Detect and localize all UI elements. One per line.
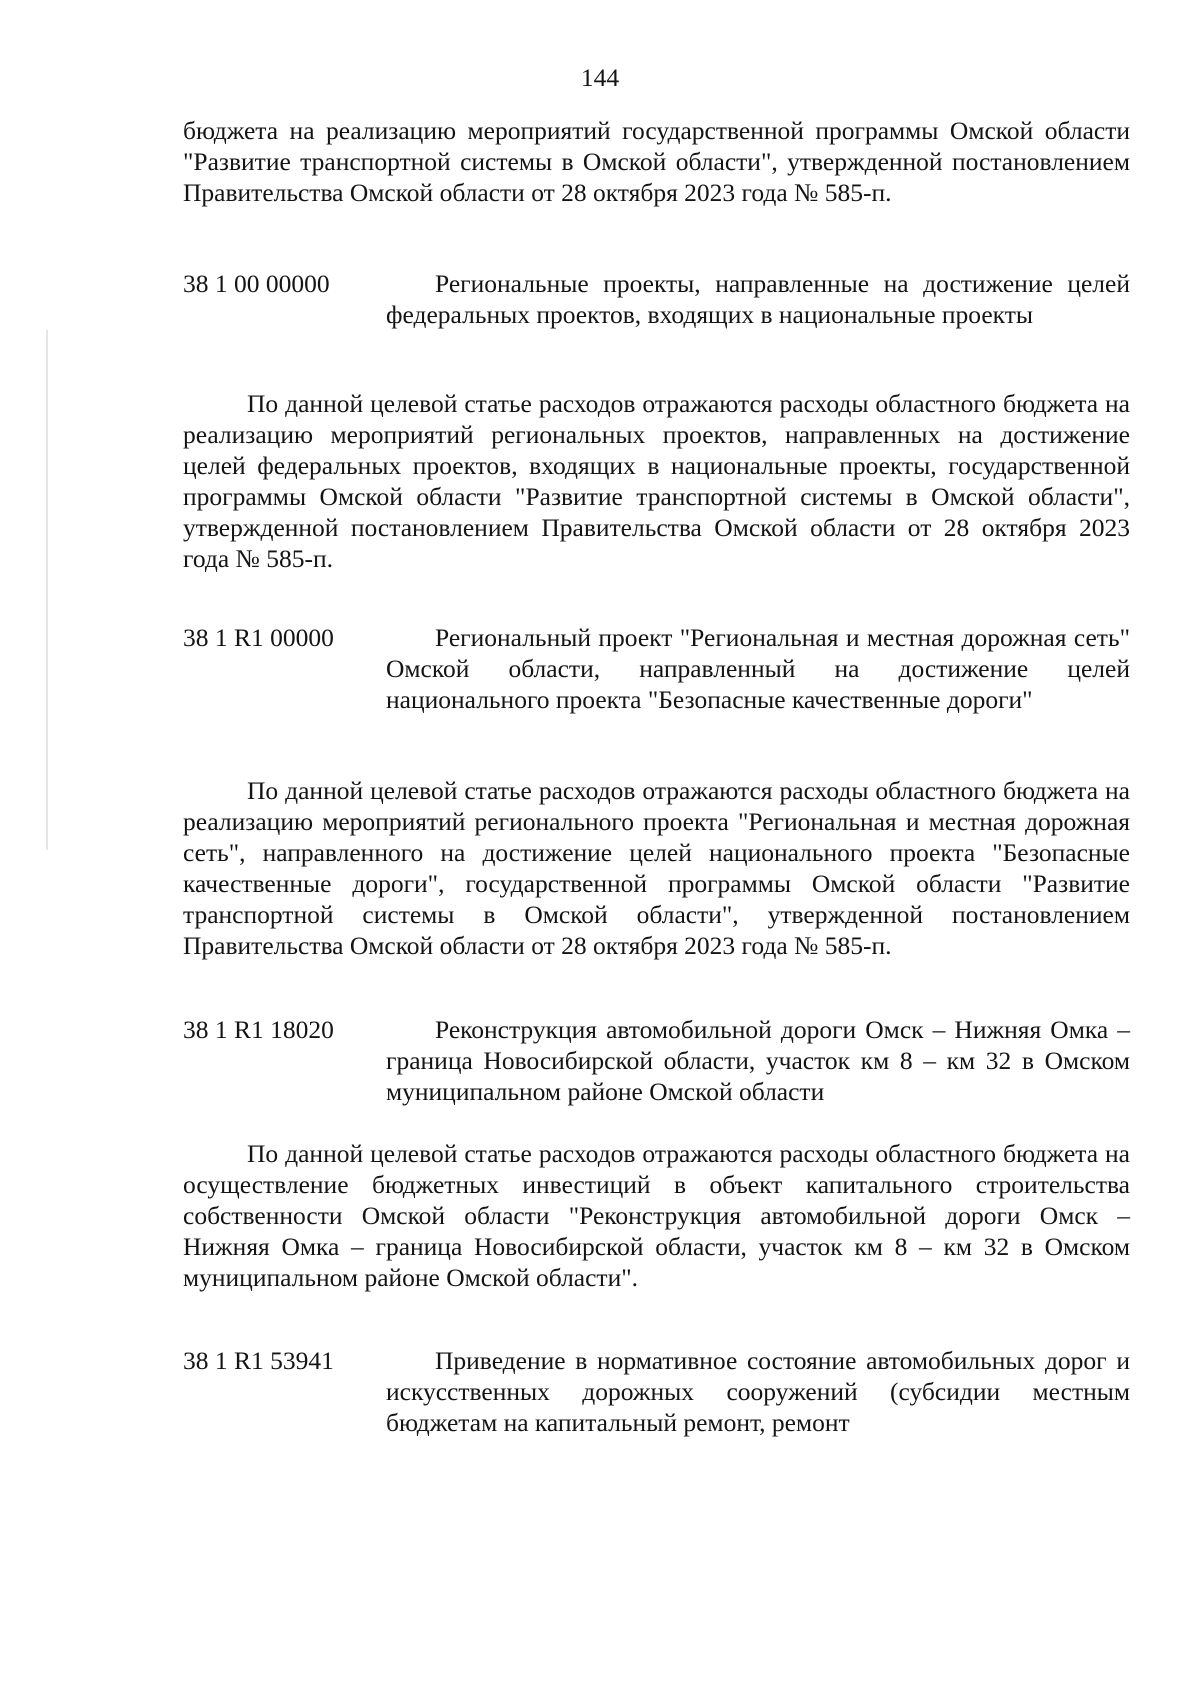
article-code: 38 1 00 00000 [183,269,330,298]
budget-article-entry [183,268,1130,330]
article-title: Региональные проекты, направленные на достижение целей федеральных проектов, входящих в национальные проекты [386,269,1130,329]
budget-article-entry [183,1345,1130,1438]
budget-article-entry [183,1014,1130,1107]
article-code: 38 1 R1 18020 [183,1015,334,1044]
article-description: По данной целевой статье расходов отражаются расходы областного бюджета на реализацию мероприятий регионального проекта "Региональная и местная дорожная сеть", направленного на достижение целей национального проекта "Безопасные качественные дороги", государственной программы Омской области "Развитие транспортной системы в Омской области", утвержденной постановлением Правительства Омской области от 28 октября 2023 года № 585-п. [183,776,1130,960]
intro-paragraph: бюджета на реализацию мероприятий государственной программы Омской области "Развитие транспортной системы в Омской области", утвержденной постановлением Правительства Омской области от 28 октября 2023 года № 585-п. [183,116,1130,207]
article-title: Приведение в нормативное состояние автомобильных дорог и искусственных дорожных сооружений (субсидии местным бюджетам на капитальный ремонт, ремонт [386,1346,1130,1437]
article-code: 38 1 R1 53941 [183,1346,334,1375]
article-title: Региональный проект "Региональная и местная дорожная сеть" Омской области, направленный на достижение целей национального проекта "Безопасные качественные дороги" [386,623,1130,714]
article-title: Реконструкция автомобильной дороги Омск – Нижняя Омка – граница Новосибирской области, участок км 8 – км 32 в Омском муниципальном районе Омской области [386,1015,1130,1106]
scan-edge-shadow [46,330,48,850]
article-description: По данной целевой статье расходов отражаются расходы областного бюджета на реализацию мероприятий региональных проектов, направленных на достижение целей федеральных проектов, входящих в национальные проекты, государственной программы Омской области "Развитие транспортной системы в Омской области", утвержденной постановлением Правительства Омской области от 28 октября 2023 года № 585-п. [183,389,1130,573]
article-description: По данной целевой статье расходов отражаются расходы областного бюджета на осуществление бюджетных инвестиций в объект капитального строительства собственности Омской области "Реконструкция автомобильной дороги Омск – Нижняя Омка – граница Новосибирской области, участок км 8 – км 32 в Омском муниципальном районе Омской области". [183,1139,1130,1292]
article-code: 38 1 R1 00000 [183,623,334,652]
budget-article-entry [183,622,1130,715]
page-number: 144 [580,63,620,92]
